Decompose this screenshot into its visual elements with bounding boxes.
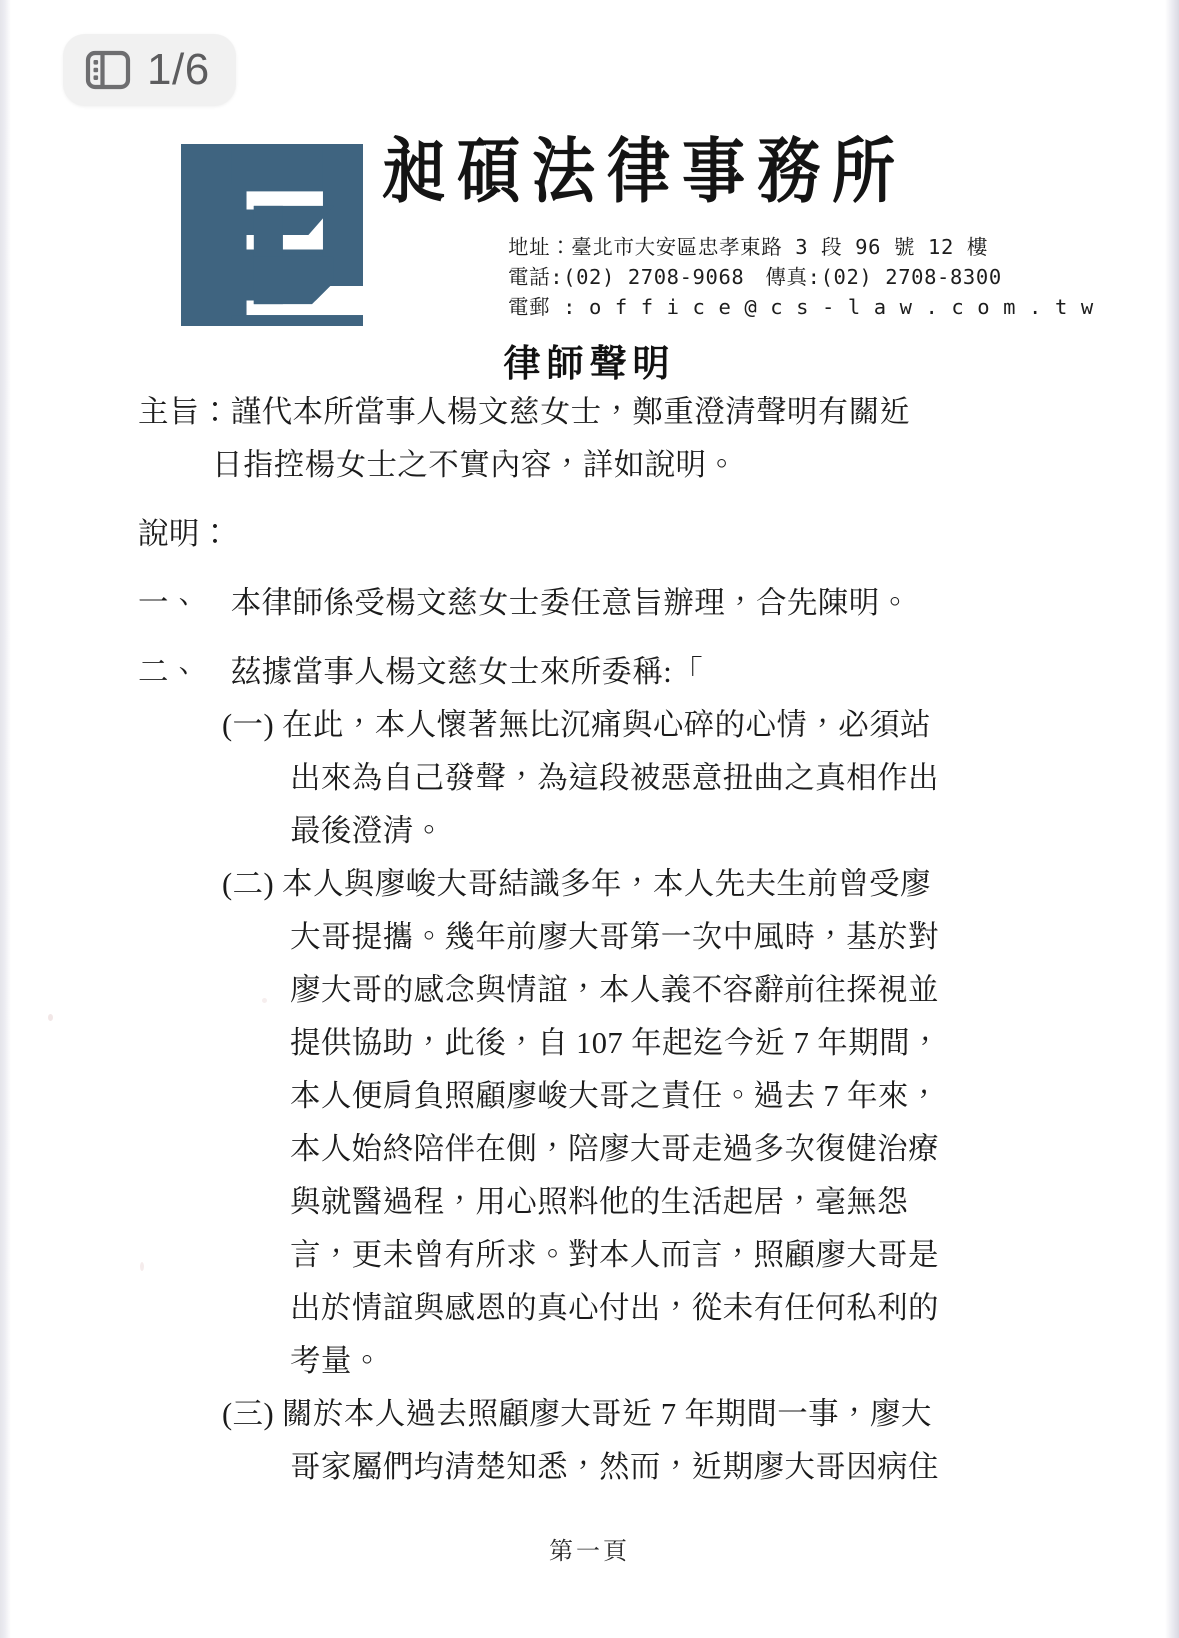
document-line: 廖大哥的感念與情誼，本人義不容辭前往探視並: [290, 973, 939, 1007]
document-line: 二、 茲據當事人楊文慈女士來所委稱:「: [138, 655, 704, 689]
document-line: (二) 本人與廖峻大哥結識多年，本人先夫生前曾受廖: [222, 867, 931, 901]
paragraph-gap: [138, 630, 1018, 646]
letterhead: [0, 129, 1179, 326]
firm-contact-block: [508, 232, 1094, 322]
document-line: 哥家屬們均清楚知悉，然而，近期廖大哥因病住: [290, 1450, 939, 1484]
sidebar-thumbnail-icon[interactable]: [85, 49, 131, 91]
document-line: (三) 關於本人過去照顧廖大哥近 7 年期間一事，廖大: [222, 1397, 932, 1431]
document-line: 最後澄清。: [290, 814, 445, 848]
scan-speckle: [48, 1014, 53, 1021]
document-line: 本人始終陪伴在側，陪廖大哥走過多次復健治療: [290, 1132, 939, 1166]
document-line: 提供協助，此後，自 107 年起迄今近 7 年期間，: [290, 1026, 941, 1060]
firm-email: 電郵 : o f f i c e @ c s - l a w . c o m . t w: [508, 295, 1094, 319]
document-line: (一) 在此，本人懷著無比沉痛與心碎的心情，必須站: [222, 708, 931, 742]
document-body: [138, 386, 1018, 1494]
firm-name: 昶碩法律事務所: [382, 129, 907, 213]
document-title: 律師聲明: [503, 341, 676, 385]
firm-address: 地址：臺北市大安區忠孝東路 3 段 96 號 12 樓: [508, 235, 988, 259]
document-line: 本人便肩負照顧廖峻大哥之責任。過去 7 年來，: [290, 1079, 940, 1113]
document-line: 一、 本律師係受楊文慈女士委任意旨辦理，合先陳明。: [138, 586, 911, 620]
paragraph-gap: [138, 561, 1018, 577]
paragraph-gap: [138, 492, 1018, 508]
document-line: 說明：: [138, 517, 231, 551]
document-line: 言，更未曾有所求。對本人而言，照顧廖大哥是: [290, 1238, 939, 1272]
page-indicator[interactable]: [63, 34, 236, 106]
changshuo-law-firm-logo: [176, 144, 368, 326]
document-line: 大哥提攜。幾年前廖大哥第一次中風時，基於對: [290, 920, 939, 954]
document-line: 出來為自己發聲，為這段被惡意扭曲之真相作出: [290, 761, 939, 795]
document-line: 主旨：謹代本所當事人楊文慈女士，鄭重澄清聲明有關近: [138, 395, 911, 429]
firm-phone-fax: 電話:(02) 2708-9068 傳真:(02) 2708-8300: [508, 265, 1002, 289]
page-footer-label: 第一頁: [549, 1539, 630, 1565]
document-line: 出於情誼與感恩的真心付出，從未有任何私利的: [290, 1291, 939, 1325]
page-counter-label: 1/6: [147, 45, 210, 94]
document-line: 與就醫過程，用心照料他的生活起居，毫無怨: [290, 1185, 908, 1219]
document-line: 考量。: [290, 1344, 383, 1378]
document-line: 日指控楊女士之不實內容，詳如說明。: [212, 448, 738, 482]
